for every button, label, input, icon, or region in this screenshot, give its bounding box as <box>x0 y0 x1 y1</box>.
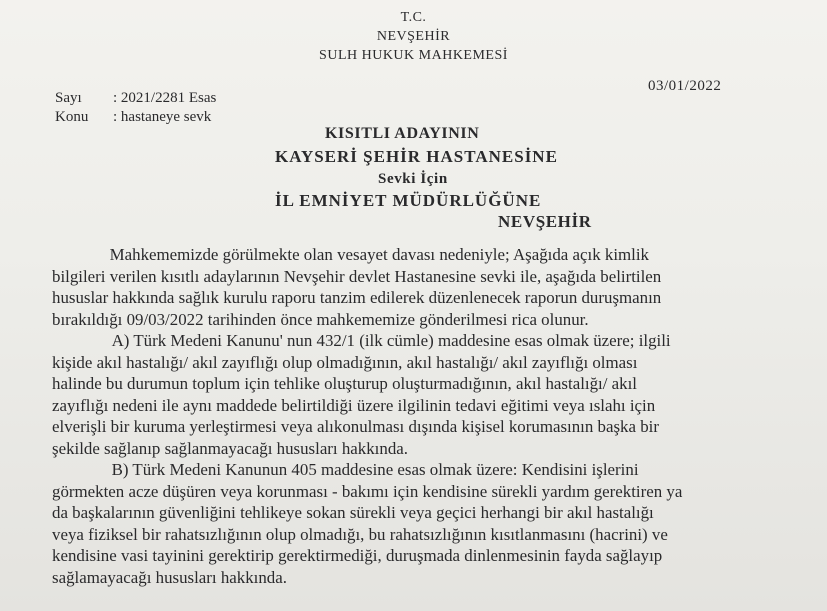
meta-sayi <box>55 90 216 107</box>
konu-label: Konu <box>55 109 89 125</box>
header-tc: T.C. <box>400 10 427 25</box>
body-line: sağlamayacağı hususları hakkında. <box>52 567 287 587</box>
letter-body <box>52 244 827 588</box>
addressee-line-4: İL EMNİYET MÜDÜRLÜĞÜNE <box>275 191 542 210</box>
body-line: görmekten acze düşüren veya korunması - bakımı için kendisine sürekli yardım gerektiren ya <box>52 481 683 501</box>
header-court-name: SULH HUKUK MAHKEMESİ <box>319 48 508 63</box>
body-line: veya fiziksel bir rahatsızlığının olup olmadığı, bu rahatsızlığının kısıtlanmasını (hacrini) ve <box>52 524 668 544</box>
sayi-value: : 2021/2281 Esas <box>113 90 217 106</box>
body-line: kendisine vasi tayinini gerektirip gerektirmediği, duruşmada dinlenmesinin fayda sağlayıp <box>52 546 663 565</box>
body-line: hususlar hakkında sağlık kurulu raporu tanzim edilerek düzenlenecek raporun duruşmanın <box>52 288 662 307</box>
meta-konu <box>55 109 211 126</box>
body-line: da başkalarının güvenliğini tehlikeye sokan sürekli veya geçici herhangi bir akıl hastalığı <box>52 503 654 522</box>
court-header <box>0 8 827 65</box>
addressee-line-5: NEVŞEHİR <box>498 212 592 231</box>
body-line: halinde bu durumun toplum için tehlike oluşturup oluşturmadığının, akıl hastalığı/ akıl <box>52 374 637 393</box>
body-line: Mahkememizde görülmekte olan vesayet davası nedeniyle; Aşağıda açık kimlik <box>109 245 649 264</box>
addressee-line-1: KISITLI ADAYININ <box>325 125 480 142</box>
body-line: bırakıldığı 09/03/2022 tarihinden önce mahkememize gönderilmesi rica olunur. <box>52 309 589 329</box>
body-line: elverişli bir kuruma yerleştirmesi veya alıkonulması dışında kişisel korumasının başka bir <box>52 417 659 436</box>
header-city: NEVŞEHİR <box>376 29 451 44</box>
addressee-line-3: Sevki İçin <box>378 171 448 187</box>
document-date: 03/01/2022 <box>648 78 722 94</box>
body-line: A) Türk Medeni Kanunu' nun 432/1 (ilk cümle) maddesine esas olmak üzere; ilgili <box>111 331 671 350</box>
konu-value: : hastaneye sevk <box>113 109 212 125</box>
body-line: zayıflığı nedeni ile aynı maddede belirtildiği üzere ilgilinin tedavi eğitimi veya ıslahı için <box>52 395 656 415</box>
body-line: şekilde sağlanıp sağlanmayacağı hususları hakkında. <box>52 438 408 458</box>
body-line: kişide akıl hastalığı/ akıl zayıflığı olup olmadığının, akıl hastalığı/ akıl zayıflığı olması <box>52 352 638 372</box>
sayi-label: Sayı <box>55 90 82 106</box>
addressee-line-2: KAYSERİ ŞEHİR HASTANESİNE <box>275 147 558 166</box>
body-line: bilgileri verilen kısıtlı adaylarının Nevşehir devlet Hastanesine sevki ile, aşağıda belirtilen <box>52 266 662 286</box>
body-line: B) Türk Medeni Kanunun 405 maddesine esas olmak üzere: Kendisini işlerini <box>111 460 639 479</box>
